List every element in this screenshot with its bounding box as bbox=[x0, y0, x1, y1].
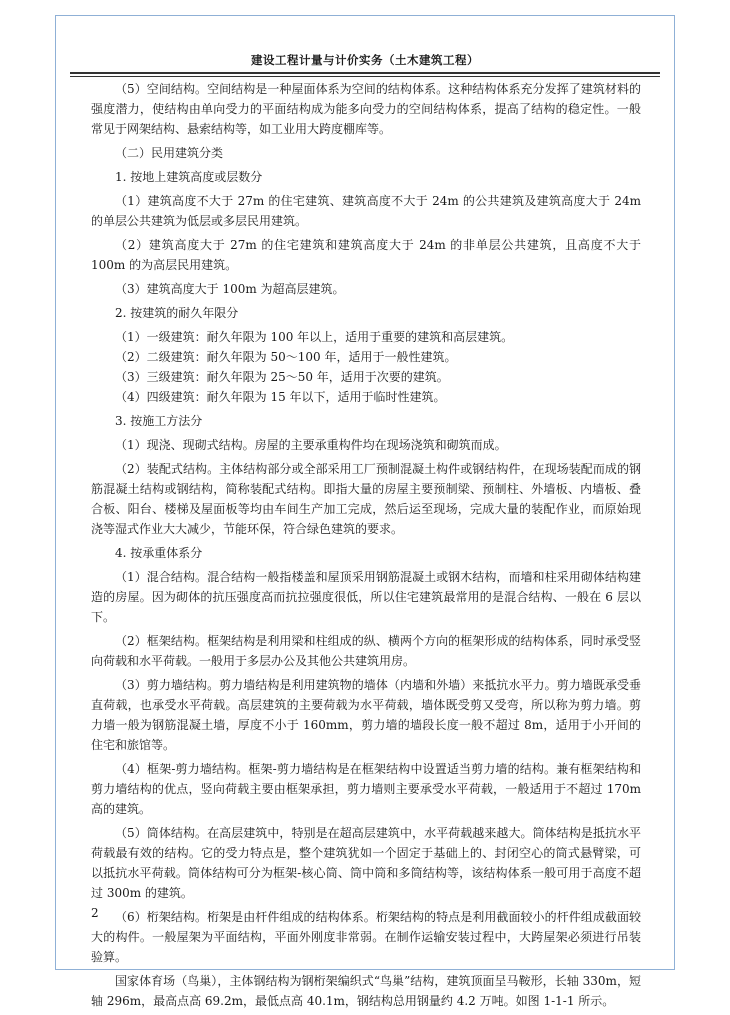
list-item: （3）建筑高度大于 100m 为超高层建筑。 bbox=[115, 282, 345, 296]
list-item: （4）框架-剪力墙结构。框架-剪力墙结构是在框架结构中设置适当剪力墙的结构。兼有框架结构和剪力墙结构的优点，竖向荷载主要由框架承担，剪力墙则主要承受水平荷载，一般适用于不超过 170m 高的建筑。 bbox=[91, 762, 641, 816]
list-item: （6）桁架结构。桁架是由杆件组成的结构体系。桁架结构的特点是利用截面较小的杆件组成截面较大的构件。一般屋架为平面结构，平面外刚度非常弱。在制作运输安装过程中，大跨屋架必须进行吊装验算。 bbox=[91, 910, 641, 964]
paragraph-birds-nest: 国家体育场（鸟巢），主体钢结构为钢桁架编织式“鸟巢”结构，建筑顶面呈马鞍形，长轴 330m，短轴 296m，最高点高 69.2m，最低点高 40.1m，钢结构总用钢量约 4.2 万吨。如图 1-1-1 所示。 bbox=[91, 974, 641, 1008]
list-item: （5）筒体结构。在高层建筑中，特别是在超高层建筑中，水平荷载越来越大。筒体结构是抵抗水平荷载最有效的结构。它的受力特点是，整个建筑犹如一个固定于基础上的、封闭空心的筒式悬臂梁，可以抵抗水平荷载。筒体结构可分为框架-核心筒、筒中筒和多筒结构等，该结构体系一般可用于高度不超过 300m 的建筑。 bbox=[91, 826, 641, 900]
list-item: （1）建筑高度不大于 27m 的住宅建筑、建筑高度不大于 24m 的公共建筑及建筑高度大于 24m 的单层公共建筑为低层或多层民用建筑。 bbox=[91, 194, 641, 228]
subheading-by-durability: 2. 按建筑的耐久年限分 bbox=[115, 306, 239, 320]
subheading-by-construction: 3. 按施工方法分 bbox=[115, 414, 203, 428]
list-item: （3）剪力墙结构。剪力墙结构是利用建筑物的墙体（内墙和外墙）来抵抗水平力。剪力墙既承受垂直荷载，也承受水平荷载。高层建筑的主要荷载为水平荷载，墙体既受剪又受弯，所以称为剪力墙。剪力墙一般为钢筋混凝土墙，厚度不小于 160mm，剪力墙的墙段长度一般不超过 8m，适用于小开间的住宅和旅馆等。 bbox=[91, 678, 641, 752]
list-item: （2）二级建筑：耐久年限为 50～100 年，适用于一般性建筑。 bbox=[115, 350, 457, 364]
list-item: （1）现浇、现砌式结构。房屋的主要承重构件均在现场浇筑和砌筑而成。 bbox=[115, 438, 507, 452]
section-heading-civil-building: （二）民用建筑分类 bbox=[115, 146, 224, 160]
list-item: （2）装配式结构。主体结构部分或全部采用工厂预制混凝土构件或钢结构件，在现场装配而成的钢筋混凝土结构或钢结构，简称装配式结构。即指大量的房屋主要预制梁、预制柱、外墙板、内墙板、叠合板、阳台、楼梯及屋面板等均由车间生产加工完成，然后运至现场，完成大量的装配作业，而原始现浇等湿式作业大大减少，节能环保，符合绿色建筑的要求。 bbox=[91, 462, 641, 536]
list-item: （1）混合结构。混合结构一般指楼盖和屋顶采用钢筋混凝土或钢木结构，而墙和柱采用砌体结构建造的房屋。因为砌体的抗压强度高而抗拉强度很低，所以住宅建筑最常用的是混合结构、一般在 6 层以下。 bbox=[91, 570, 641, 624]
list-item: （2）框架结构。框架结构是利用梁和柱组成的纵、横两个方向的框架形成的结构体系，同时承受竖向荷载和水平荷载。一般用于多层办公及其他公共建筑用房。 bbox=[91, 634, 641, 668]
list-item: （1）一级建筑：耐久年限为 100 年以上，适用于重要的建筑和高层建筑。 bbox=[115, 330, 514, 344]
list-item: （2）建筑高度大于 27m 的住宅建筑和建筑高度大于 24m 的非单层公共建筑，且高度不大于 100m 的为高层民用建筑。 bbox=[91, 238, 641, 272]
page-number: 2 bbox=[91, 906, 99, 920]
header-rule-thin bbox=[70, 76, 660, 77]
running-header: 建设工程计量与计价实务（土木建筑工程） bbox=[251, 53, 479, 67]
paragraph-space-structure: （5）空间结构。空间结构是一种屋面体系为空间的结构体系。这种结构体系充分发挥了建筑材料的强度潜力，使结构由单向受力的平面结构成为能多向受力的空间结构体系，提高了结构的稳定性。一般常见于网架结构、悬索结构等，如工业用大跨度棚库等。 bbox=[91, 82, 641, 136]
header-rule-thick bbox=[70, 72, 660, 74]
page-body bbox=[91, 79, 641, 1015]
subheading-by-height: 1. 按地上建筑高度或层数分 bbox=[115, 170, 263, 184]
list-item: （3）三级建筑：耐久年限为 25～50 年，适用于次要的建筑。 bbox=[115, 370, 449, 384]
list-item: （4）四级建筑：耐久年限为 15 年以下，适用于临时性建筑。 bbox=[115, 390, 446, 404]
subheading-by-load-system: 4. 按承重体系分 bbox=[115, 546, 203, 560]
